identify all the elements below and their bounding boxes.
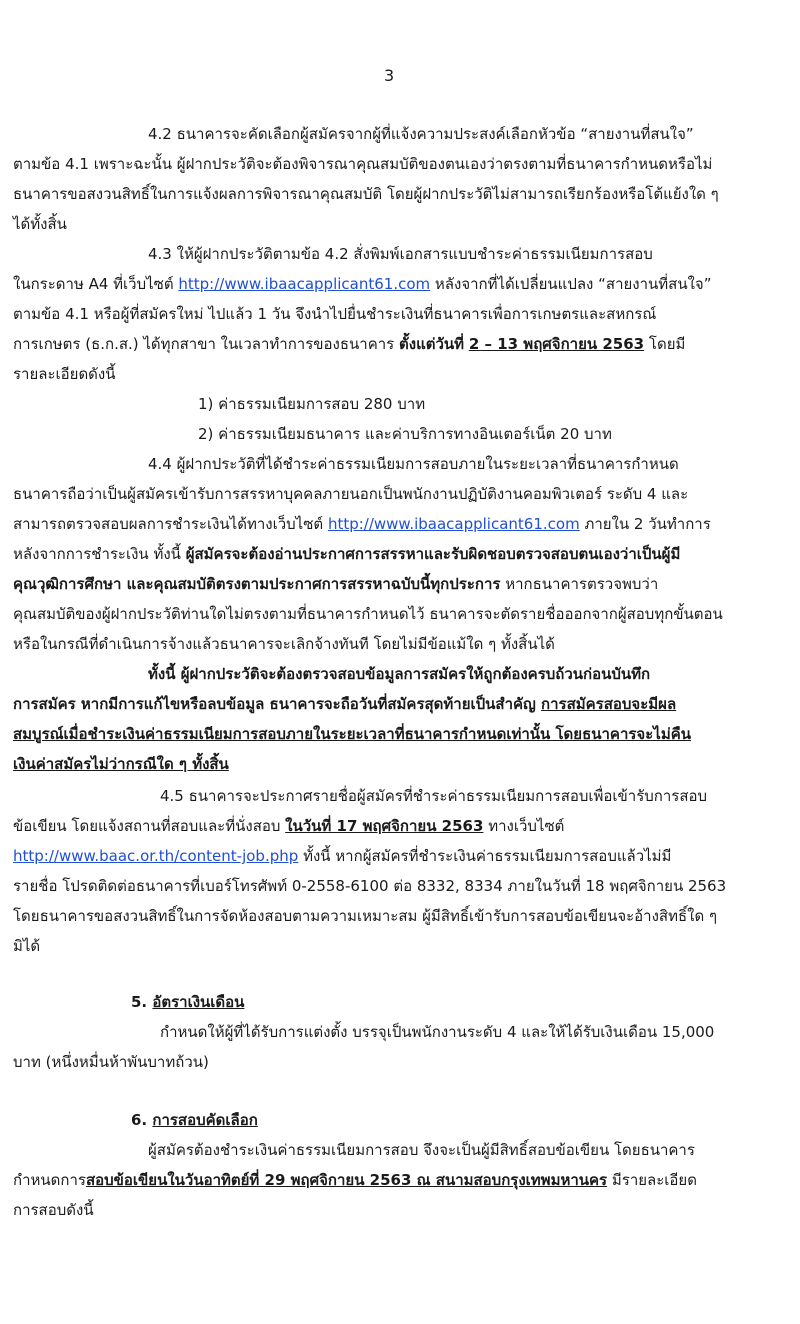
s43-line-4-text-d: โดยมี xyxy=(648,335,686,353)
fee-item-1: 1) ค่าธรรมเนียมการสอบ 280 บาท xyxy=(198,395,426,413)
s44-warning-3: สมบูรณ์เมื่อชำระเงินค่าธรรมเนียมการสอบภายในระยะเวลาที่ธนาคารกำหนดเท่านั้น โดยธนาคารจะไม่คืน xyxy=(13,725,691,743)
s44-line-4-text-a: หลังจากการชำระเงิน ทั้งนี้ xyxy=(13,545,181,563)
s44-line-2: ธนาคารถือว่าเป็นผู้สมัครเข้ารับการสรรหาบุคคลภายนอกเป็นพนักงานปฏิบัติงานคอมพิวเตอร์ ระดับ 4 และ xyxy=(13,485,689,503)
s6-exam-date: สอบข้อเขียนในวันอาทิตย์ที่ 29 พฤศจิกายน 2563 ณ สนามสอบกรุงเทพมหานคร xyxy=(85,1171,608,1189)
s43-line-5: รายละเอียดดังนี้ xyxy=(13,365,116,383)
s44-line-5 xyxy=(13,574,658,594)
s45-line-2 xyxy=(13,816,564,836)
s6-line-1: ผู้สมัครต้องชำระเงินค่าธรรมเนียมการสอบ จึงจะเป็นผู้มีสิทธิ์สอบข้อเขียน โดยธนาคาร xyxy=(148,1141,695,1159)
s6-line-2-text-a: กำหนดการ xyxy=(13,1171,86,1189)
s42-line-4: ได้ทั้งสิ้น xyxy=(13,215,67,233)
s43-line-4-text-a: การเกษตร (ธ.ก.ส.) ได้ทุกสาขา ในเวลาทำการของธนาคาร xyxy=(13,335,395,353)
s45-line-5: โดยธนาคารขอสงวนสิทธิ์ในการจัดห้องสอบตามความเหมาะสม ผู้มีสิทธิ์เข้ารับการสอบข้อเขียนจะอ้างสิทธิ์ใด ๆ xyxy=(13,907,718,925)
s45-line-3 xyxy=(13,846,671,866)
baac-job-link[interactable]: http://www.baac.or.th/content-job.php xyxy=(13,847,299,865)
s45-line-4: รายชื่อ โปรดติดต่อธนาคารที่เบอร์โทรศัพท์ 0-2558-6100 ต่อ 8332, 8334 ภายในวันที่ 18 พฤศจิกายน 2563 xyxy=(13,877,727,895)
s44-line-1: 4.4 ผู้ฝากประวัติที่ได้ชำระค่าธรรมเนียมการสอบภายในระยะเวลาที่ธนาคารกำหนด xyxy=(148,455,679,473)
section-5-heading xyxy=(131,992,244,1012)
section-6-title: การสอบคัดเลือก xyxy=(152,1111,258,1129)
s45-line-2-text-c: ทางเว็บไซต์ xyxy=(488,817,565,835)
s44-warning-2-underlined: การสมัครสอบจะมีผล xyxy=(541,695,677,713)
ibaac-link-1[interactable]: http://www.ibaacapplicant61.com xyxy=(178,275,431,293)
s43-line-1: 4.3 ให้ผู้ฝากประวัติตามข้อ 4.2 สั่งพิมพ์เอกสารแบบชำระค่าธรรมเนียมการสอบ xyxy=(148,245,653,263)
s43-line-3: ตามข้อ 4.1 หรือผู้ที่สมัครใหม่ ไปแล้ว 1 วัน จึงนำไปยื่นชำระเงินที่ธนาคารเพื่อการเกษตรและสหกรณ์ xyxy=(13,305,657,323)
section-6-heading xyxy=(131,1110,258,1130)
s44-line-5-text-b: หากธนาคารตรวจพบว่า xyxy=(505,575,659,593)
s43-line-4 xyxy=(13,334,685,354)
s43-date-range: 2 – 13 พฤศจิกายน 2563 xyxy=(468,335,645,353)
s6-line-2 xyxy=(13,1170,697,1190)
s5-line-2: บาท (หนึ่งหมื่นห้าพันบาทถ้วน) xyxy=(13,1053,209,1071)
s44-line-7: หรือในกรณีที่ดำเนินการจ้างแล้วธนาคารจะเลิกจ้างทันที โดยไม่มีข้อแม้ใด ๆ ทั้งสิ้นได้ xyxy=(13,635,555,653)
s44-line-4 xyxy=(13,544,680,564)
s42-line-2: ตามข้อ 4.1 เพราะฉะนั้น ผู้ฝากประวัติจะต้องพิจารณาคุณสมบัติของตนเองว่าตรงตามที่ธนาคารกำหนดหรือไม่ xyxy=(13,155,713,173)
section-5-title: อัตราเงินเดือน xyxy=(152,993,245,1011)
s45-line-6: มิได้ xyxy=(13,937,41,955)
s44-line-3-text-b: ภายใน 2 วันทำการ xyxy=(584,515,711,533)
s45-announce-date: ในวันที่ 17 พฤศจิกายน 2563 xyxy=(285,817,484,835)
s44-line-5-bold: คุณวุฒิการศึกษา และคุณสมบัติตรงตามประกาศการสรรหาฉบับนี้ทุกประการ xyxy=(13,575,501,593)
s44-line-3 xyxy=(13,514,711,534)
s43-line-2-text-a: ในกระดาษ A4 ที่เว็บไซต์ xyxy=(13,275,174,293)
s44-line-6: คุณสมบัติของผู้ฝากประวัติท่านใดไม่ตรงตามที่ธนาคารกำหนดไว้ ธนาคารจะตัดรายชื่อออกจากผู้สอบทุกขั้นตอน xyxy=(13,605,723,623)
s44-warning-4: เงินค่าสมัครไม่ว่ากรณีใด ๆ ทั้งสิ้น xyxy=(13,755,229,773)
s44-warning-2 xyxy=(13,694,676,714)
s45-line-1: 4.5 ธนาคารจะประกาศรายชื่อผู้สมัครที่ชำระค่าธรรมเนียมการสอบเพื่อเข้ารับการสอบ xyxy=(160,787,708,805)
s44-line-4-bold: ผู้สมัครจะต้องอ่านประกาศการสรรหาและรับผิดชอบตรวจสอบตนเองว่าเป็นผู้มี xyxy=(185,545,681,563)
section-5-number: 5. xyxy=(131,993,148,1011)
ibaac-link-2[interactable]: http://www.ibaacapplicant61.com xyxy=(327,515,580,533)
s43-line-2 xyxy=(13,274,711,294)
section-6-number: 6. xyxy=(131,1111,148,1129)
s44-warning-2-text-a: การสมัคร หากมีการแก้ไขหรือลบข้อมูล ธนาคารจะถือวันที่สมัครสุดท้ายเป็นสำคัญ xyxy=(13,695,536,713)
s43-line-2-text-b: หลังจากที่ได้เปลี่ยนแปลง “สายงานที่สนใจ” xyxy=(434,275,712,293)
page-number: 3 xyxy=(384,66,395,85)
s45-line-3-text-b: ทั้งนี้ หากผู้สมัครที่ชำระเงินค่าธรรมเนียมการสอบแล้วไม่มี xyxy=(303,847,672,865)
s6-line-2-text-c: มีรายละเอียด xyxy=(611,1171,697,1189)
fee-item-2: 2) ค่าธรรมเนียมธนาคาร และค่าบริการทางอินเตอร์เน็ต 20 บาท xyxy=(198,425,612,443)
s42-line-1: 4.2 ธนาคารจะคัดเลือกผู้สมัครจากผู้ที่แจ้งความประสงค์เลือกหัวข้อ “สายงานที่สนใจ” xyxy=(148,125,694,143)
s45-line-2-text-a: ข้อเขียน โดยแจ้งสถานที่สอบและที่นั่งสอบ xyxy=(13,817,281,835)
s44-line-3-text-a: สามารถตรวจสอบผลการชำระเงินได้ทางเว็บไซต์ xyxy=(13,515,324,533)
s44-warning-1: ทั้งนี้ ผู้ฝากประวัติจะต้องตรวจสอบข้อมูลการสมัครให้ถูกต้องครบถ้วนก่อนบันทึก xyxy=(148,665,651,683)
s5-line-1: กำหนดให้ผู้ที่ได้รับการแต่งตั้ง บรรจุเป็นพนักงานระดับ 4 และให้ได้รับเงินเดือน 15,000 xyxy=(160,1023,715,1041)
s42-line-3: ธนาคารขอสงวนสิทธิ์ในการแจ้งผลการพิจารณาคุณสมบัติ โดยผู้ฝากประวัติไม่สามารถเรียกร้องหรือโต้แย้งใด ๆ xyxy=(13,185,719,203)
s43-date-prefix: ตั้งแต่วันที่ xyxy=(399,335,465,353)
s6-line-3: การสอบดังนี้ xyxy=(13,1201,94,1219)
